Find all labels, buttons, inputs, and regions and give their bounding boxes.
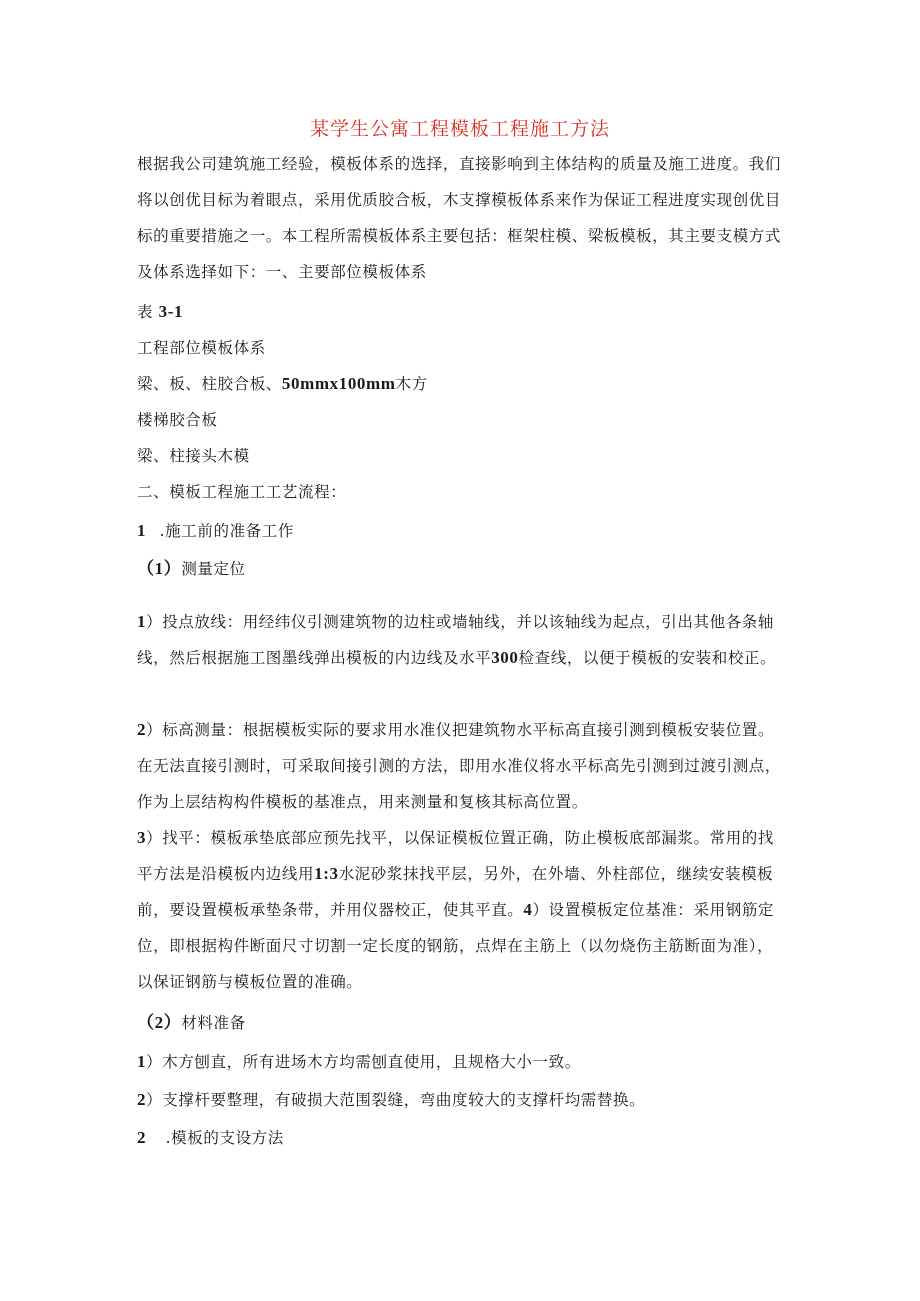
table-caption [137,300,183,324]
item-1-2-number: （2） [137,1013,182,1032]
item-1-1-heading [137,557,246,581]
subsection-2-number: 2 [137,1128,147,1147]
table-row-1 [137,372,428,396]
paragraph-4-number: 4 [523,900,533,919]
paragraph-4-text: ）设置模板定位基准：采用钢筋定位，即根据构件断面尺寸切割一定长度的钢筋，点焊在主筋上（以勿烧伤主筋断面为准），以保证钢筋与模板位置的准确。 [137,901,775,991]
material-item-2-number: 2 [137,1090,147,1109]
paragraph-1-text-a: ）投点放线：用经纬仪引测建筑物的边柱或墙轴线，并以该轴线为起点，引出其他各条轴线，然后根据施工图墨线弹出模板的内边线及水平 [137,613,775,667]
table-row-3: 梁、柱接头木模 [137,447,250,465]
subsection-2-heading [137,1126,284,1150]
table-caption-prefix: 表 [137,303,154,321]
paragraph-3-number: 3 [137,828,147,847]
table-row-2: 楼梯胶合板 [137,411,218,429]
item-1-1-title: 测量定位 [181,560,246,578]
document-title: 某学生公寓工程模板工程施工方法 [309,118,610,140]
table-row-1-part-c: 木方 [395,375,428,393]
material-item-2 [137,1088,645,1112]
paragraph-leveling [137,820,787,1000]
paragraph-1-value: 300 [491,648,519,667]
table-row-1-dimension: 50mmx100mm [281,374,396,393]
paragraph-2-text: ）标高测量：根据模板实际的要求用水准仪把建筑物水平标高直接引测到模板安装位置。在无法直接引测时，可采取间接引测的方法，即用水准仪将水平标高先引测到过渡引测点，作为上层结构构件模板的基准点，用来测量和复核其标高位置。 [137,721,782,811]
item-1-2-heading [137,1011,246,1035]
subsection-1-number: 1 [137,521,147,540]
material-item-1-text: ）木方刨直，所有进场木方均需刨直使用，且规格大小一致。 [146,1053,581,1071]
material-item-1 [137,1050,581,1074]
paragraph-3-ratio: 1:3 [314,864,339,883]
subsection-2-title: .模板的支设方法 [165,1129,284,1147]
material-item-2-text: ）支撑杆要整理，有破损大范围裂缝，弯曲度较大的支撑杆均需替换。 [146,1091,646,1109]
table-caption-number: 3-1 [158,302,184,321]
paragraph-3-text-b: 水泥砂浆抹找平层，另外，在外墙、外柱部位，继续安装模板前，要设置模板承垫条带，并用仪器校正，使其平直。 [137,865,774,919]
paragraph-2-number: 2 [137,720,147,739]
intro-paragraph: 根据我公司建筑施工经验，模板体系的选择，直接影响到主体结构的质量及施工进度。我们将以创优目标为着眼点，采用优质胶合板，木支撑模板体系来作为保证工程进度实现创优目标的重要措施之一。本工程所需模板体系主要包括：框架柱模、梁板模板，其主要支模方式及体系选择如下：一、主要部位模板体系 [137,155,782,281]
paragraph-3-text-a: ）找平：模板承垫底部应预先找平，以保证模板位置正确，防止模板底部漏浆。常用的找平方法是沿模板内边线用 [137,829,775,883]
item-1-1-number: （1） [137,559,182,578]
table-row-1-part-a: 梁、板、柱胶合板、 [137,375,282,393]
paragraph-layout-lines [137,604,787,676]
paragraph-elevation [137,712,787,820]
item-1-2-title: 材料准备 [181,1014,246,1032]
paragraph-1-number: 1 [137,612,147,631]
subsection-1-title: .施工前的准备工作 [159,522,294,540]
paragraph-1-text-b: 检查线，以便于模板的安装和校正。 [518,649,777,667]
section-heading-2: 二、模板工程施工工艺流程： [137,483,347,501]
subsection-1-heading [137,519,294,543]
material-item-1-number: 1 [137,1052,147,1071]
table-header: 工程部位模板体系 [137,339,266,357]
